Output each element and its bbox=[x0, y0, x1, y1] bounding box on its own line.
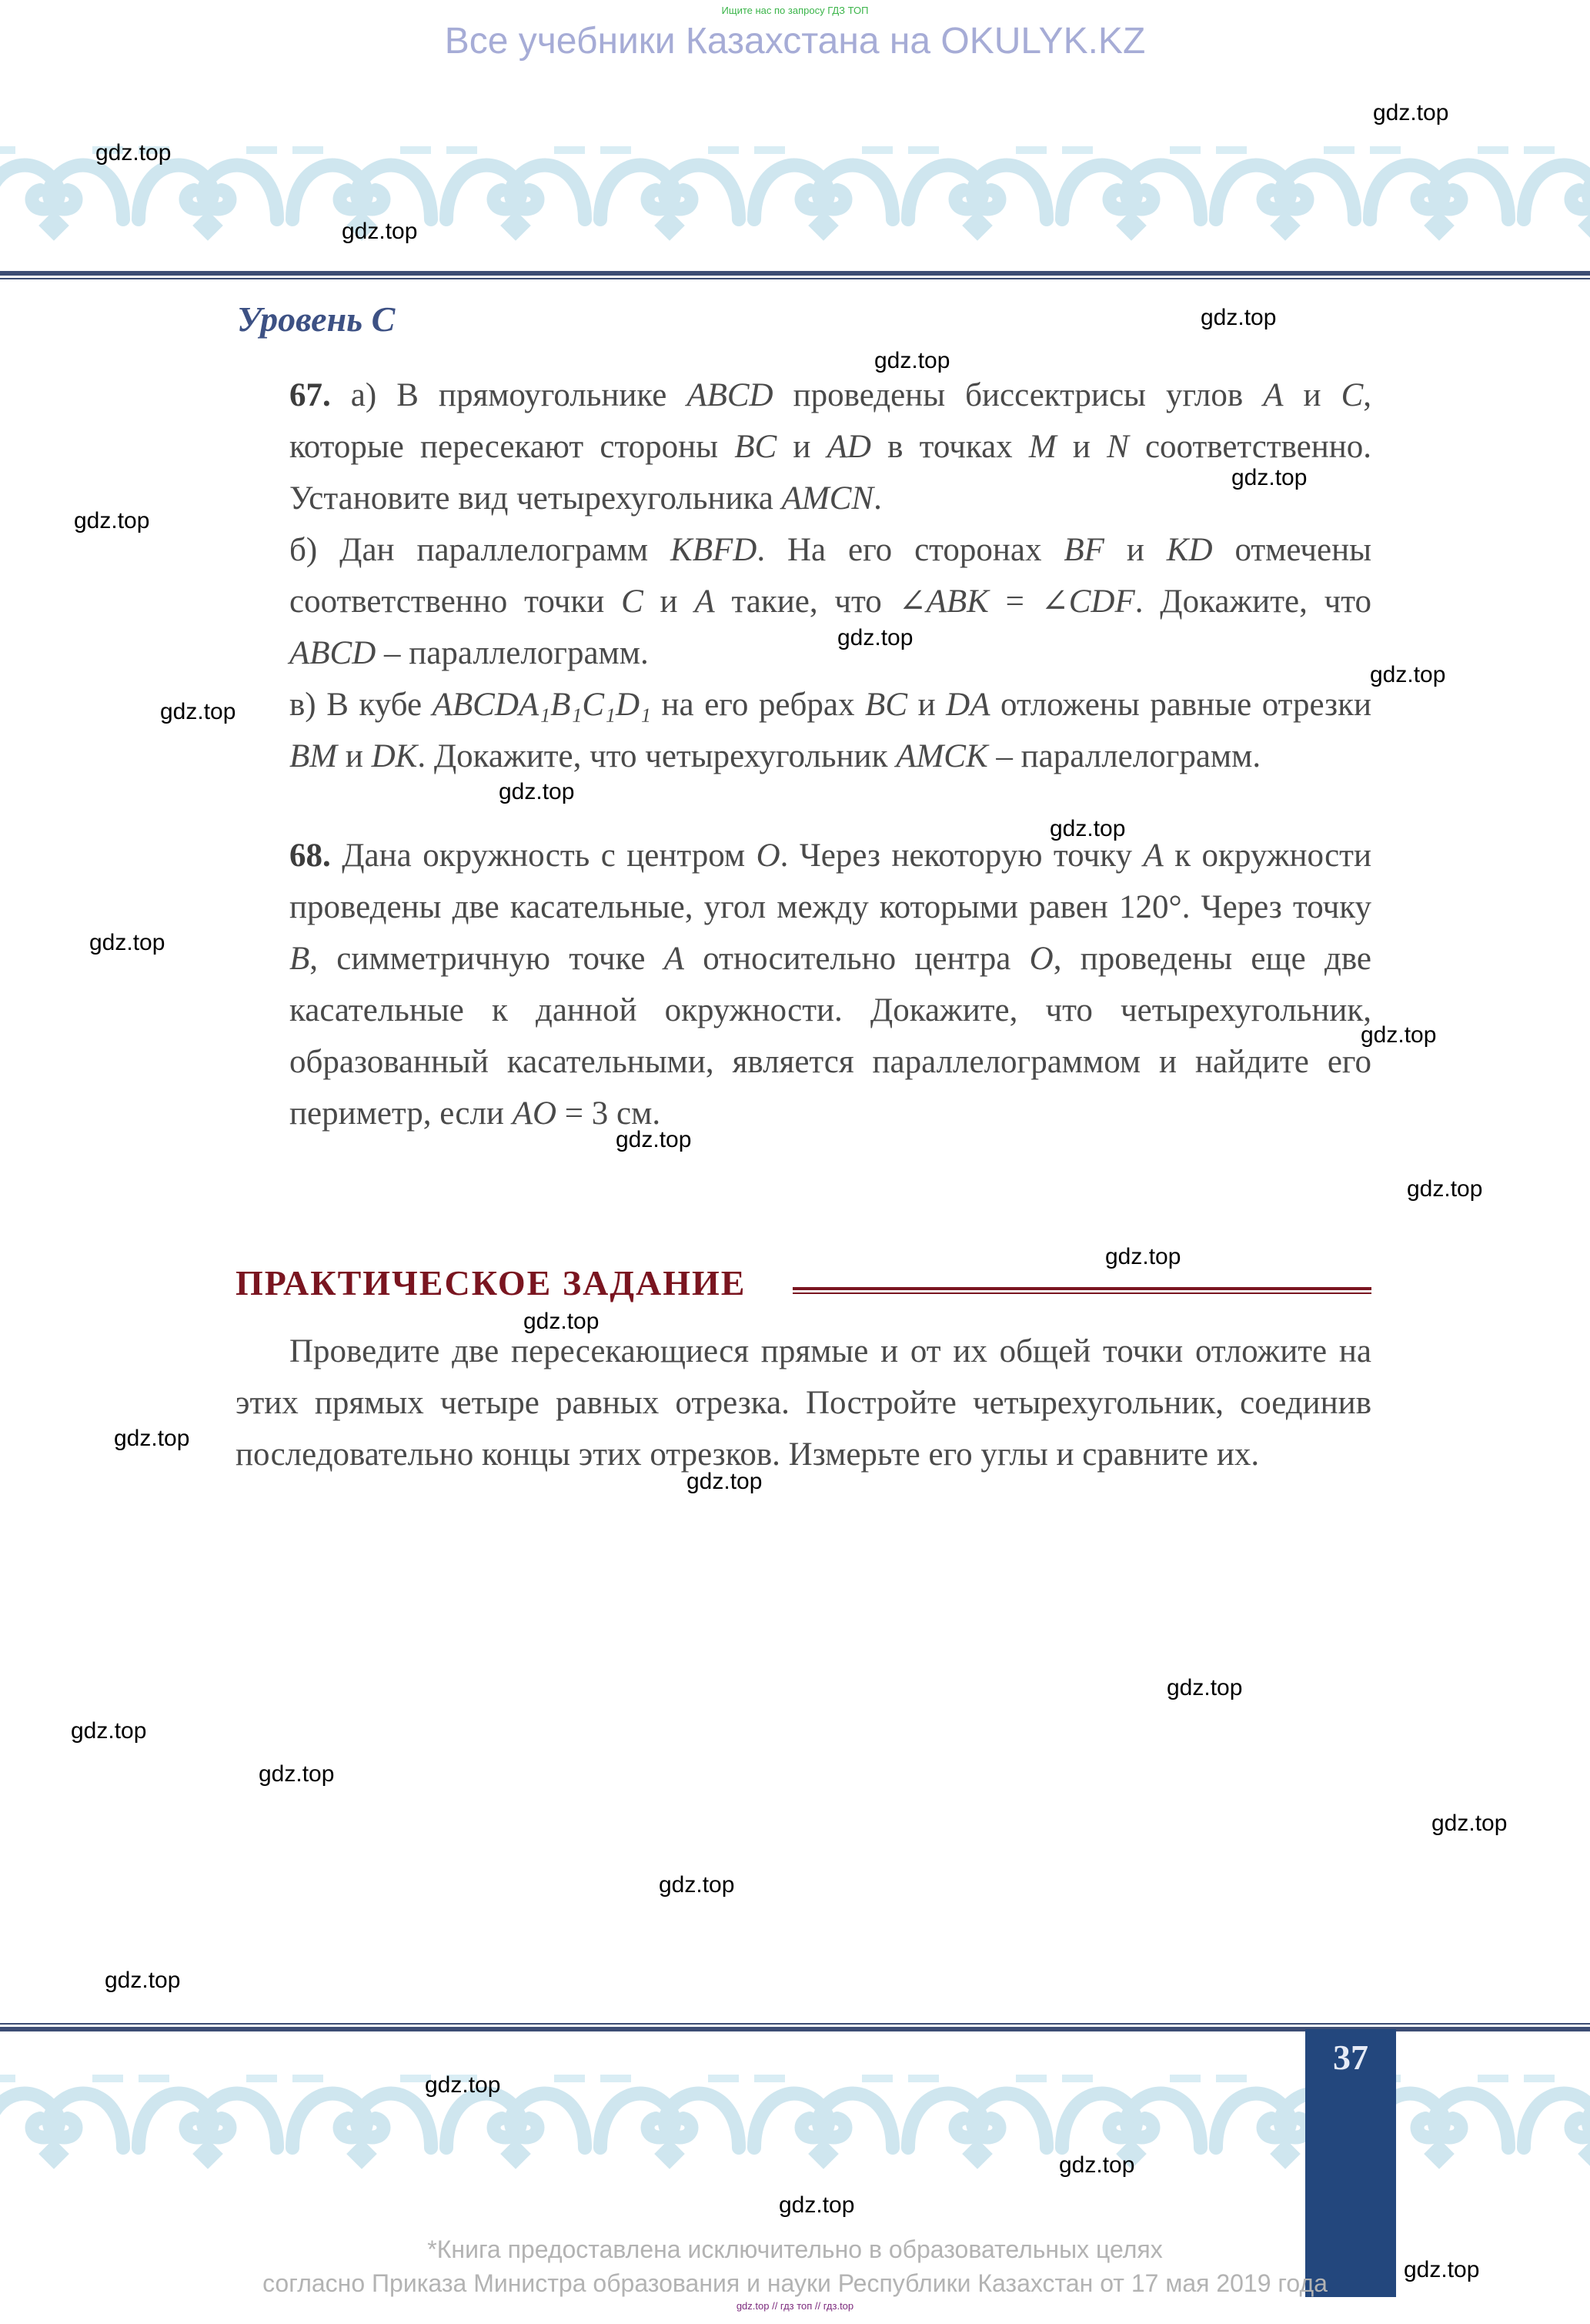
ornament-pattern bbox=[0, 135, 1590, 250]
problem-number: 68. bbox=[289, 838, 331, 874]
footer-links[interactable]: gdz.top // гдз топ // гдз.top bbox=[736, 2300, 854, 2312]
watermark: gdz.top bbox=[89, 930, 165, 955]
practical-task-heading: ПРАКТИЧЕСКОЕ ЗАДАНИЕ bbox=[235, 1263, 747, 1302]
watermark: gdz.top bbox=[1373, 100, 1449, 125]
footer-note-line: согласно Приказа Министра образования и науки Республики Казахстан от 17 мая 2019 года bbox=[262, 2269, 1328, 2297]
watermark: gdz.top bbox=[160, 699, 236, 724]
watermark: gdz.top bbox=[1361, 1022, 1437, 1048]
watermark: gdz.top bbox=[74, 508, 150, 533]
problem-number: 67. bbox=[289, 377, 331, 413]
watermark: gdz.top bbox=[1059, 2152, 1135, 2178]
problem-68: 68. Дана окружность с центром O. Через некоторую точку A к окружности проведены две касательные, угол между которыми равен 120°. Через точку B, симметричную точке A относительно центра O, проведены еще две касательные к данной окружности. Докажите, что четырехугольник, образованный касательными, является параллелограммом и найдите его периметр, если AO = 3 см. bbox=[289, 838, 1371, 1132]
watermark: gdz.top bbox=[105, 1968, 181, 1993]
watermark: gdz.top bbox=[837, 625, 914, 650]
watermark: gdz.top bbox=[1167, 1675, 1243, 1700]
watermark: gdz.top bbox=[499, 779, 575, 804]
watermark: gdz.top bbox=[1370, 662, 1446, 687]
page-number: 37 bbox=[1333, 2038, 1368, 2077]
watermark: gdz.top bbox=[71, 1718, 147, 1744]
watermark: gdz.top bbox=[1404, 2257, 1480, 2282]
ornament-band-top bbox=[0, 135, 1590, 250]
top-note: Ищите нас по запросу ГДЗ ТОП bbox=[721, 5, 869, 16]
watermark: gdz.top bbox=[1201, 305, 1277, 330]
watermark: gdz.top bbox=[779, 2192, 855, 2218]
footer-note bbox=[0, 2232, 1590, 2300]
level-heading: Уровень C bbox=[237, 299, 396, 339]
practical-task-text: Проведите две пересекающиеся прямые и от их общей точки отложите на этих прямых четыре равных отрезка. Постройте четырехугольник, соединив последовательно концы этих отрезков. Измерьте его углы и сравните их. bbox=[235, 1333, 1371, 1473]
watermark: gdz.top bbox=[874, 348, 950, 373]
watermark: gdz.top bbox=[686, 1469, 763, 1494]
watermark: gdz.top bbox=[1231, 465, 1308, 490]
problem-67: 67. а) В прямоугольнике ABCD проведены биссектрисы углов A и C, которые пересекают стороны BC и AD в точках M и N соответственно. Установите вид четырехугольника AMCN. б) Дан параллелограмм KBFD. На его сторонах BF и KD отмечены соответственно точки C и A такие, что ∠ABK = ∠CDF. Докажите, что ABCD – параллелограмм. в) В кубе ABCDA₁B₁C₁D₁ на его ребрах BC и DA отложены равные отрезки BM и DK. Докажите, что четырехугольник AMCK – параллелограмм. bbox=[289, 377, 1372, 774]
watermark: gdz.top bbox=[616, 1127, 692, 1152]
site-header-title[interactable]: Все учебники Казахстана на OKULYK.KZ bbox=[444, 21, 1146, 62]
watermark: gdz.top bbox=[1431, 1811, 1508, 1836]
watermark: gdz.top bbox=[342, 219, 418, 244]
watermark: gdz.top bbox=[114, 1426, 190, 1451]
watermark: gdz.top bbox=[425, 2072, 501, 2098]
watermark: gdz.top bbox=[1050, 816, 1126, 841]
watermark: gdz.top bbox=[1407, 1176, 1483, 1202]
watermark: gdz.top bbox=[659, 1872, 735, 1898]
watermark: gdz.top bbox=[259, 1761, 335, 1787]
footer-note-line: *Книга предоставлена исключительно в образовательных целях bbox=[427, 2235, 1163, 2263]
watermark: gdz.top bbox=[1105, 1244, 1181, 1269]
watermark: gdz.top bbox=[523, 1309, 600, 1334]
practical-heading-rule bbox=[793, 1287, 1371, 1294]
watermark: gdz.top bbox=[95, 140, 172, 166]
top-double-rule bbox=[0, 271, 1590, 279]
